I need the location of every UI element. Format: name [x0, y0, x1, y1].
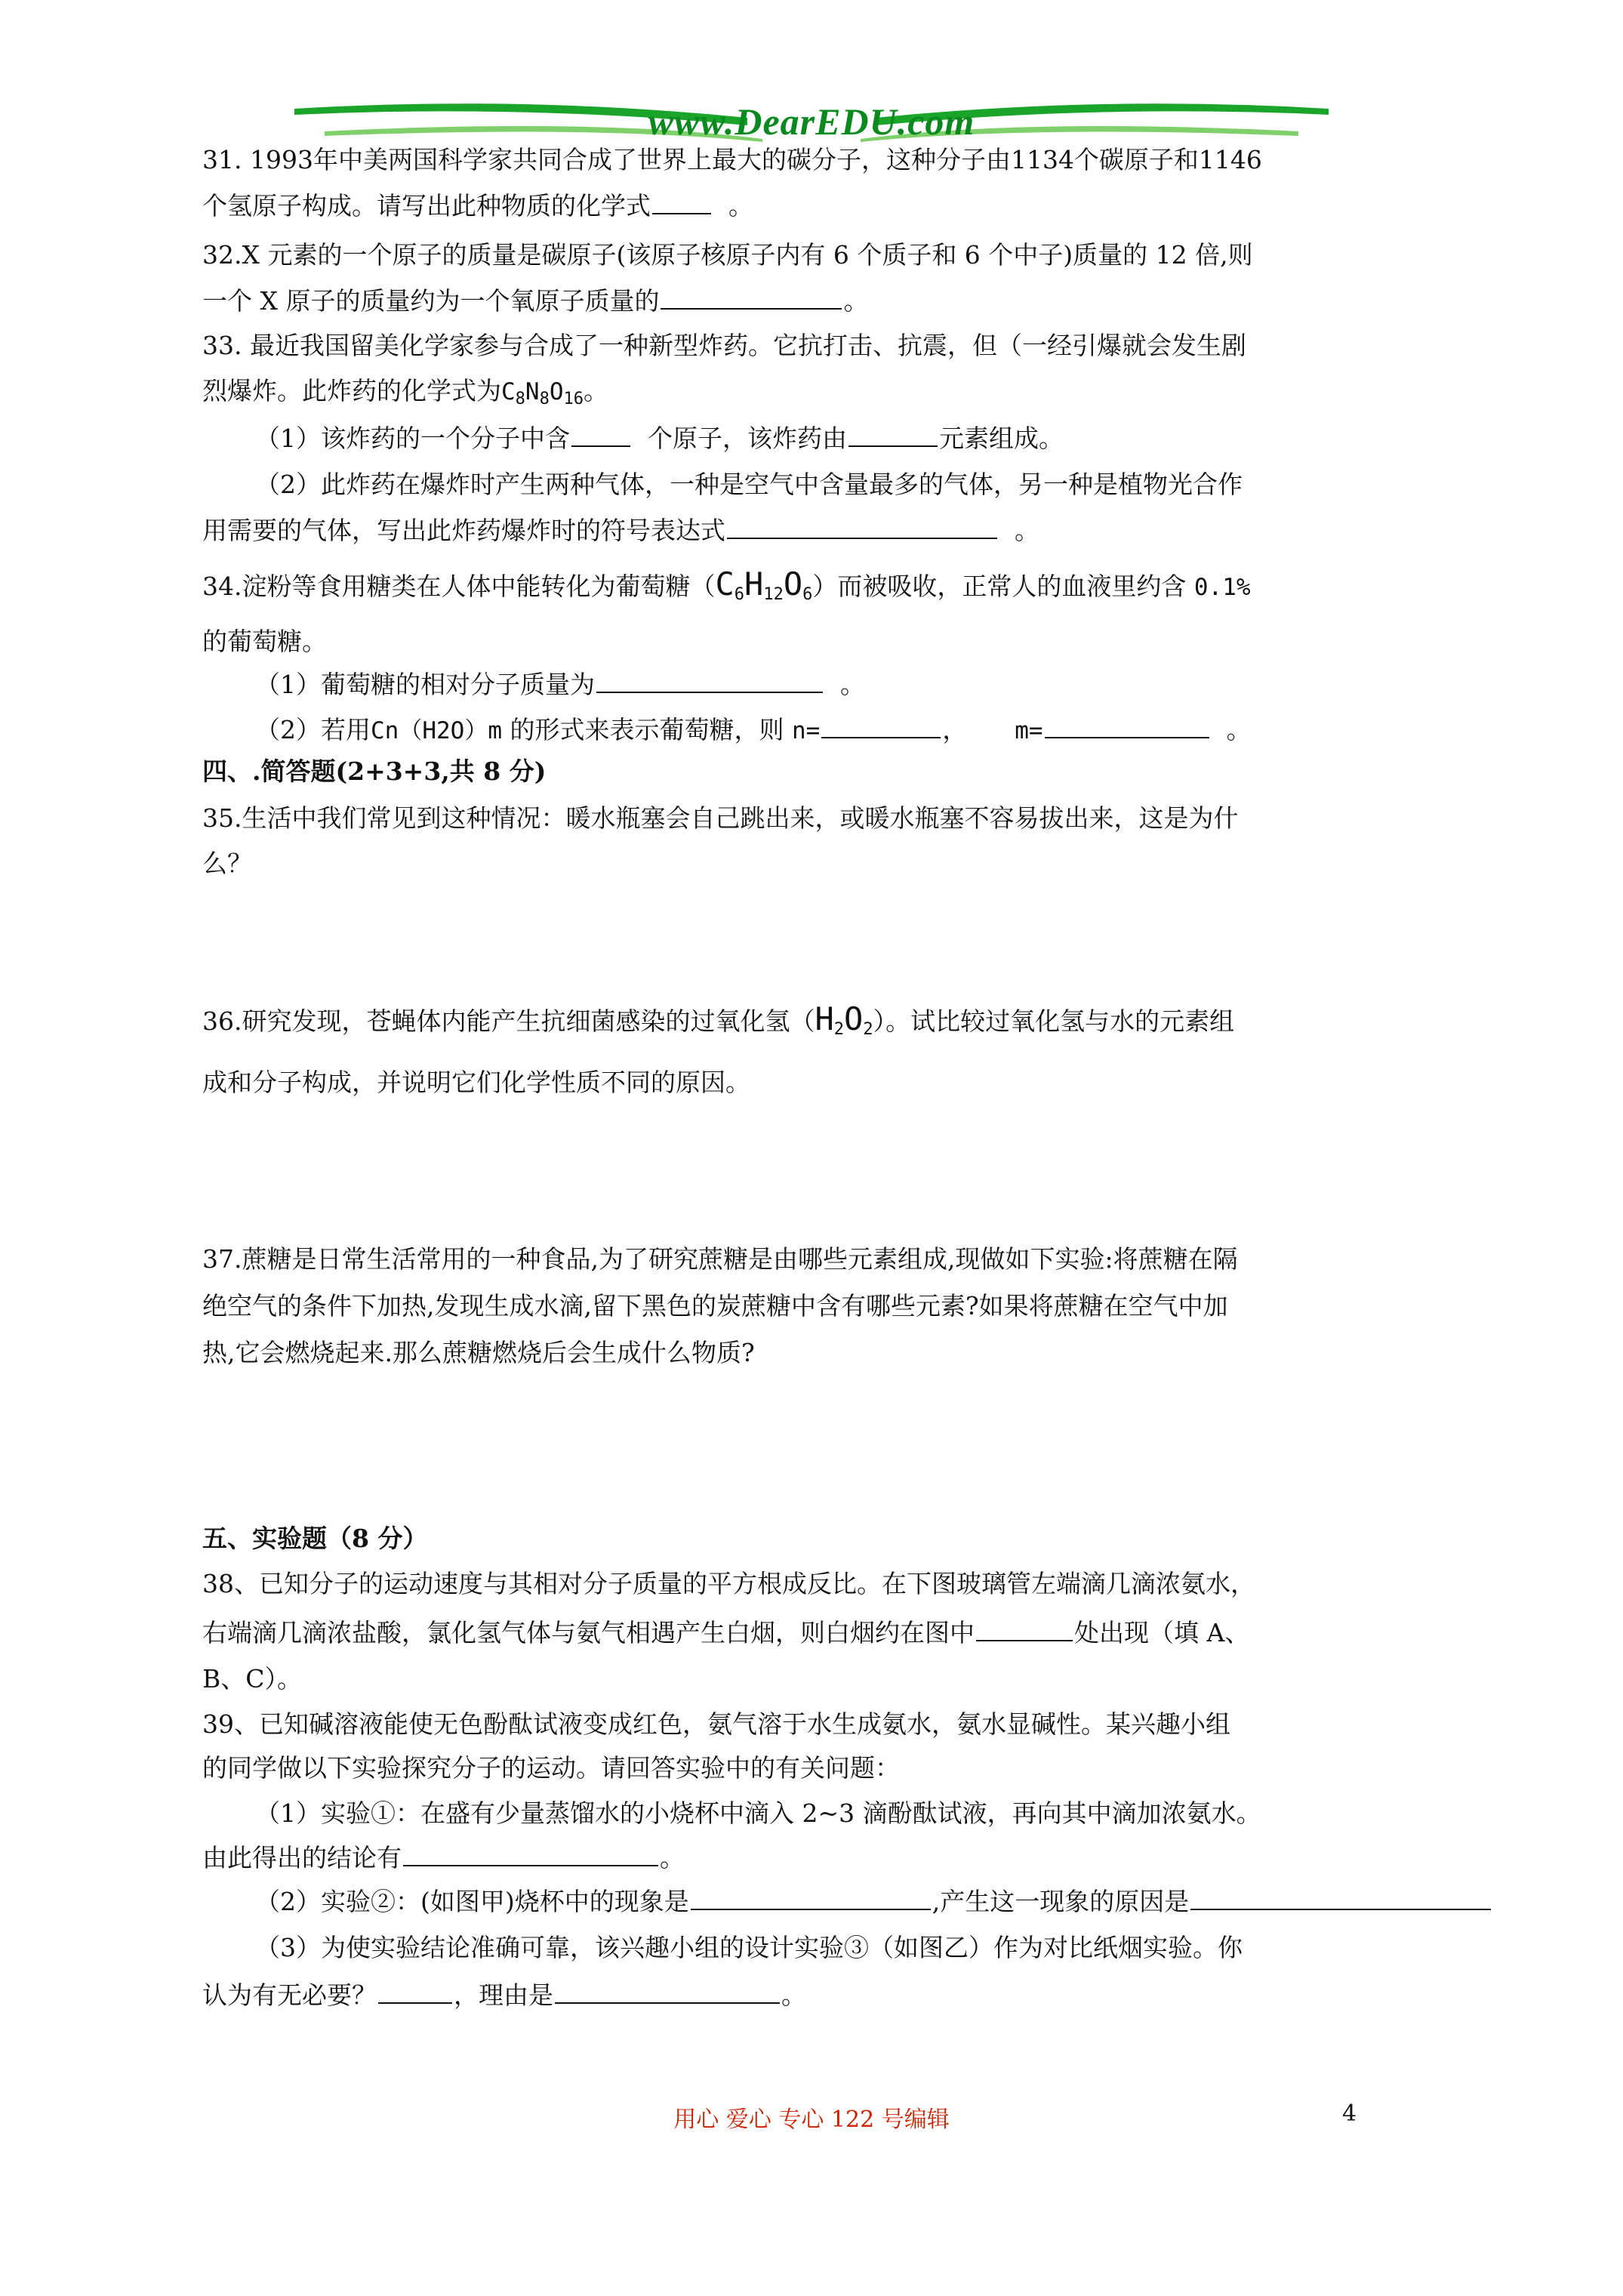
q35-line2: 么？ — [202, 849, 252, 878]
q39-conclusion-blank[interactable] — [403, 1841, 658, 1866]
q33-equation-blank[interactable] — [727, 513, 997, 539]
q37-line1: 37.蔗糖是日常生活常用的一种食品,为了研究蔗糖是由哪些元素组成,现做如下实验:将蔗糖在隔 — [202, 1244, 1238, 1274]
q39-sub3-line2 — [202, 1978, 806, 2012]
q34-m-label: m= — [1015, 717, 1043, 744]
q33-line1: 33. 最近我国留美化学家参与合成了一种新型炸药。它抗打击、抗震，但（一经引爆就会发生剧 — [202, 331, 1246, 360]
q32-answer-blank[interactable] — [661, 284, 842, 310]
q34-sub2: （2）若用Cn（H2O）m 的形式来表示葡萄糖，则 n= ， m= 。 — [255, 713, 1252, 747]
q39-phenomenon-blank[interactable] — [691, 1885, 931, 1910]
q34-sub1-end: 。 — [839, 670, 865, 699]
q34-sub1 — [255, 667, 865, 701]
q33-end: 。 — [584, 376, 609, 405]
q33-sub1 — [255, 421, 1064, 455]
section5-title: 五、实验题（8 分） — [202, 1524, 428, 1553]
q37-line2: 绝空气的条件下加热,发现生成水滴,留下黑色的炭蔗糖中含有哪些元素?如果将蔗糖在空气中加 — [202, 1291, 1228, 1321]
q34-n-blank[interactable] — [821, 713, 941, 738]
q33-text: 烈爆炸。此炸药的化学式为 — [202, 376, 501, 405]
q34-sub2-text-b: 的形式来表示葡萄糖，则 — [510, 715, 784, 744]
q38-text-b: 处出现（填 A、 — [1074, 1618, 1250, 1647]
q33-sub2-line1: （2）此炸药在爆炸时产生两种气体，一种是空气中含量最多的气体，另一种是植物光合作 — [255, 470, 1243, 499]
q31-text: 个氢原子构成。请写出此种物质的化学式 — [202, 191, 651, 220]
q34-sub2-end: 。 — [1226, 715, 1252, 744]
q34-sub2-text-a: （2）若用 — [255, 715, 371, 744]
q33-sub1-text-a: （1）该炸药的一个分子中含 — [255, 424, 570, 453]
q32-line2 — [202, 284, 868, 318]
q33-sub1-text-c: 元素组成。 — [938, 424, 1064, 453]
q34-line2: 的葡萄糖。 — [202, 627, 327, 656]
q39-line2: 的同学做以下实验探究分子的运动。请回答实验中的有关问题： — [202, 1753, 900, 1783]
q34-percent: 0.1% — [1193, 574, 1251, 601]
q39-sub2-text-a: （2）实验②：(如图甲)烧杯中的现象是 — [255, 1887, 689, 1916]
q38-line3: B、C）。 — [202, 1664, 302, 1693]
q31-end: 。 — [728, 191, 753, 220]
q37-line3: 热,它会燃烧起来.那么蔗糖燃烧后会生成什么物质? — [202, 1338, 755, 1367]
q34-sub1-text: （1）葡萄糖的相对分子质量为 — [255, 670, 595, 699]
q36-formula: $H_2O_2$ — [815, 1000, 873, 1039]
q39-sub1-line1: （1）实验①：在盛有少量蒸馏水的小烧杯中滴入 2~3 滴酚酞试液，再向其中滴加浓氨水。 — [255, 1798, 1261, 1828]
q39-reason-blank[interactable] — [1190, 1885, 1491, 1910]
q33-sub1-text-b: 个原子，该炸药由 — [647, 424, 847, 453]
q34-formula: $C_6H_{12}O_6$ — [715, 566, 813, 604]
page-number: 4 — [1342, 2100, 1357, 2127]
q39-sub3-line1: （3）为使实验结论准确可靠，该兴趣小组的设计实验③（如图乙）作为对比纸烟实验。你 — [255, 1933, 1243, 1962]
q34-m-blank[interactable] — [1045, 713, 1209, 738]
q39-reason2-blank[interactable] — [555, 1978, 780, 2004]
q39-sub1-end: 。 — [660, 1843, 685, 1872]
q39-sub3-end: 。 — [781, 1980, 806, 2010]
q39-line1: 39、已知碱溶液能使无色酚酞试液变成红色，氨气溶于水生成氨水，氨水显碱性。某兴趣小组 — [202, 1709, 1230, 1739]
q39-sub2 — [255, 1885, 1492, 1918]
q36-line2: 成和分子构成，并说明它们化学性质不同的原因。 — [202, 1068, 750, 1097]
q39-sub3-text-b: ，理由是 — [454, 1980, 553, 2010]
q39-sub2-text-b: ,产生这一现象的原因是 — [932, 1887, 1190, 1916]
section4-title: 四、.简答题(2+3+3,共 8 分) — [202, 757, 547, 786]
header-banner — [294, 95, 1329, 148]
q36-line1 — [202, 1000, 1235, 1039]
q33-formula: $C_8N_8O_{16}$ — [501, 378, 584, 408]
q32-end: 。 — [843, 286, 869, 316]
q33-sub2-line2 — [202, 513, 1039, 547]
q34-line1 — [202, 568, 1251, 604]
q36-text-b: ）。试比较过氧化氢与水的元素组 — [873, 1006, 1235, 1036]
q33-sub2-end: 。 — [1014, 516, 1039, 545]
q34-text-a: 34.淀粉等食用糖类在人体中能转化为葡萄糖（ — [202, 572, 716, 601]
site-name: www.DearEDU.com — [648, 100, 975, 143]
q34-sub2-formula: Cn（H2O）m — [371, 717, 502, 744]
q31-line2 — [202, 189, 753, 223]
q31-line1: 31. 1993年中美两国科学家共同合成了世界上最大的碳分子，这种分子由1134个碳原子和1146 — [202, 145, 1262, 174]
q35-line1: 35.生活中我们常见到这种情况：暖水瓶塞会自己跳出来，或暖水瓶塞不容易拔出来，这是为什 — [202, 803, 1239, 833]
q31-answer-blank[interactable] — [652, 189, 711, 214]
q34-text-b: ）而被吸收，正常人的血液里约含 — [812, 572, 1187, 601]
q33-line2 — [202, 374, 608, 408]
q36-text-a: 36.研究发现，苍蝇体内能产生抗细菌感染的过氧化氢（ — [202, 1006, 815, 1036]
q39-sub1-text: 由此得出的结论有 — [202, 1843, 402, 1872]
q39-sub1-line2 — [202, 1841, 685, 1875]
q38-text-a: 右端滴几滴浓盐酸，氯化氢气体与氨气相遇产生白烟，则白烟约在图中 — [202, 1618, 975, 1647]
q33-atoms-blank[interactable] — [571, 421, 630, 447]
q38-location-blank[interactable] — [976, 1616, 1073, 1641]
q32-line1: 32.X 元素的一个原子的质量是碳原子(该原子核原子内有 6 个质子和 6 个中子)质量的 12 倍,则 — [202, 240, 1253, 270]
q34-mass-blank[interactable] — [596, 667, 823, 693]
q34-n-label: n= — [791, 717, 821, 744]
q38-line2 — [202, 1616, 1249, 1650]
q39-necessity-blank[interactable] — [378, 1978, 452, 2004]
q33-sub2-text: 用需要的气体，写出此炸药爆炸时的符号表达式 — [202, 516, 725, 545]
q39-sub3-text-a: 认为有无必要？ — [202, 1980, 377, 2010]
q32-text: 一个 X 原子的质量约为一个氧原子质量的 — [202, 286, 660, 316]
q33-elements-blank[interactable] — [848, 421, 938, 447]
q38-line1: 38、已知分子的运动速度与其相对分子质量的平方根成反比。在下图玻璃管左端滴几滴浓氨水， — [202, 1569, 1255, 1598]
footer-text: 用心 爱心 专心 122 号编辑 — [673, 2106, 950, 2133]
